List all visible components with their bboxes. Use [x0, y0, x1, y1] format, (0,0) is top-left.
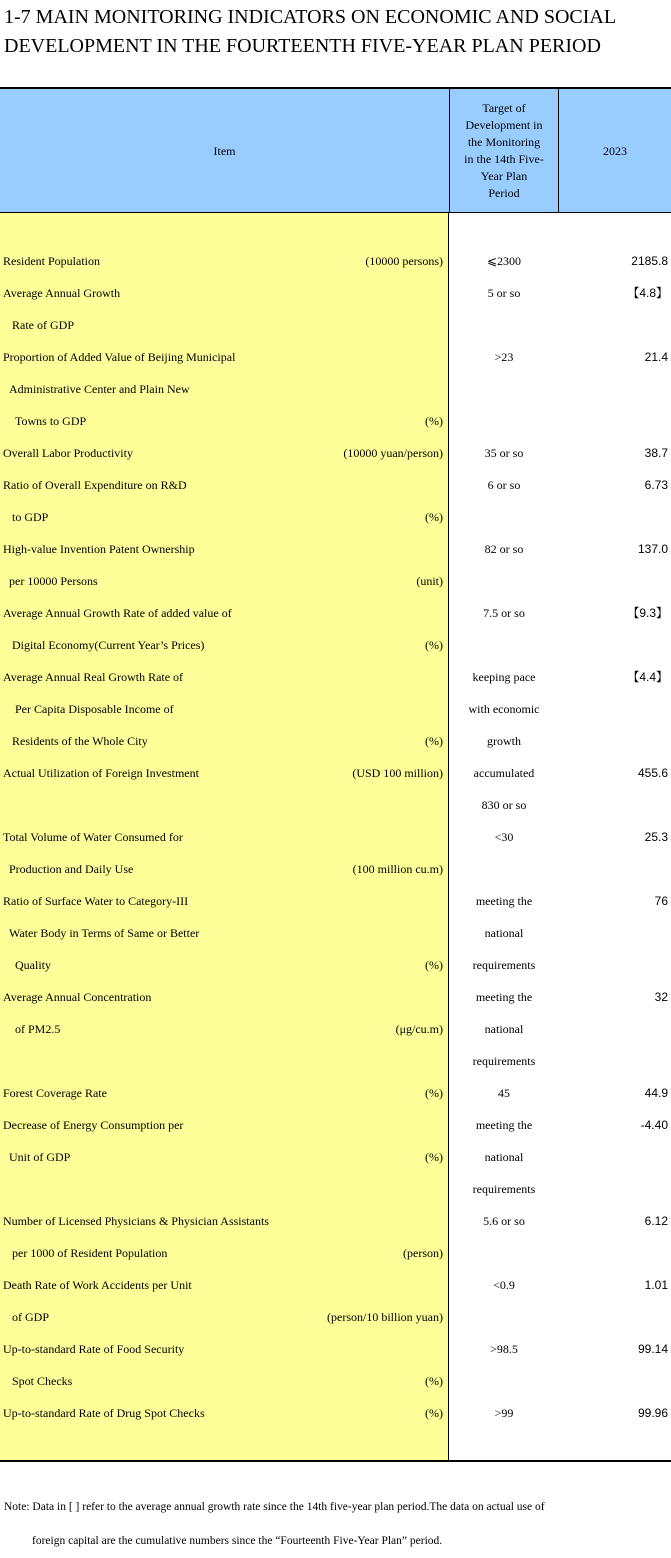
- table-row: [0, 405, 671, 437]
- table-row: [0, 1173, 671, 1205]
- table-row: [0, 1205, 671, 1237]
- row-unit: (100 million cu.m): [352, 862, 443, 876]
- table-row: [0, 1365, 671, 1397]
- table-row: [0, 885, 671, 917]
- note-line-2: foreign capital are the cumulative numbers since the “Fourteenth Five-Year Plan” period.: [32, 1535, 443, 1547]
- table-row: [0, 821, 671, 853]
- row-target: 35 or so: [484, 446, 524, 460]
- row-target: 5.6 or so: [483, 1214, 525, 1228]
- row-label: Towns to GDP: [15, 414, 87, 428]
- row-value: 【9.3】: [627, 606, 668, 620]
- row-label: Total Volume of Water Consumed for: [3, 830, 183, 844]
- row-label: Rate of GDP: [12, 318, 74, 332]
- page-title-line-2: DEVELOPMENT IN THE FOURTEENTH FIVE-YEAR PLAN PERIOD: [4, 35, 601, 57]
- row-label: Up-to-standard Rate of Food Security: [3, 1342, 185, 1356]
- row-label: of PM2.5: [15, 1022, 61, 1036]
- table-body: [0, 213, 671, 1461]
- row-target: <0.9: [493, 1278, 515, 1292]
- table-row: [0, 597, 671, 629]
- table-row: [0, 565, 671, 597]
- table-row: [0, 437, 671, 469]
- row-unit: (%): [425, 1086, 443, 1100]
- row-value: -4.40: [640, 1118, 668, 1132]
- row-target: 5 or so: [487, 286, 521, 300]
- table-row: [0, 341, 671, 373]
- row-label: Number of Licensed Physicians & Physician Assistants: [3, 1214, 269, 1228]
- row-target: >98.5: [490, 1342, 518, 1356]
- row-unit: (%): [425, 734, 443, 748]
- row-unit: (%): [425, 1374, 443, 1388]
- row-label: Average Annual Concentration: [3, 990, 152, 1004]
- row-value: 44.9: [644, 1086, 668, 1100]
- row-label: Residents of the Whole City: [12, 734, 148, 748]
- header-target: Target of Development in the Monitoring in the 14th Five-Year Plan Period: [449, 89, 559, 213]
- row-label: High-value Invention Patent Ownership: [3, 542, 195, 556]
- row-value: 1.01: [644, 1278, 668, 1292]
- row-label: Spot Checks: [12, 1374, 73, 1388]
- header-item: Item: [213, 143, 236, 158]
- table-row: [0, 309, 671, 341]
- row-unit: (%): [425, 414, 443, 428]
- row-label: Resident Population: [3, 254, 100, 268]
- table-row: [0, 629, 671, 661]
- row-unit: (USD 100 million): [352, 766, 443, 780]
- row-label: Unit of GDP: [9, 1150, 71, 1164]
- table-row: [0, 277, 671, 309]
- row-label: Administrative Center and Plain New: [9, 382, 190, 396]
- row-label: Actual Utilization of Foreign Investment: [3, 766, 199, 780]
- row-label: Average Annual Real Growth Rate of: [3, 670, 184, 684]
- row-label: per 10000 Persons: [9, 574, 98, 588]
- table-row: [0, 693, 671, 725]
- table-bottom-border: [0, 1460, 671, 1462]
- table-header: [0, 87, 671, 213]
- row-target: national: [484, 1150, 524, 1164]
- row-unit: (%): [425, 958, 443, 972]
- row-label: Up-to-standard Rate of Drug Spot Checks: [3, 1406, 205, 1420]
- row-label: Digital Economy(Current Year’s Prices): [12, 638, 205, 652]
- row-unit: (%): [425, 638, 443, 652]
- header-year: 2023: [603, 143, 627, 158]
- table-row: [0, 245, 671, 277]
- table-row: [0, 1269, 671, 1301]
- note-line-1: Note: Data in [ ] refer to the average annual growth rate since the 14th five-year plan period.The data on actual use of: [4, 1501, 545, 1513]
- row-unit: (10000 persons): [365, 254, 443, 268]
- row-target: national: [484, 926, 524, 940]
- row-label: to GDP: [12, 510, 49, 524]
- table-row: [0, 1013, 671, 1045]
- row-value: 38.7: [644, 446, 668, 460]
- row-target: <30: [494, 830, 514, 844]
- row-label: of GDP: [12, 1310, 50, 1324]
- row-label: Death Rate of Work Accidents per Unit: [3, 1278, 192, 1292]
- table-row: [0, 533, 671, 565]
- page-title: [4, 3, 664, 61]
- table-row: [0, 853, 671, 885]
- row-value: 99.96: [637, 1406, 668, 1420]
- row-target: requirements: [472, 1054, 536, 1068]
- row-target: meeting the: [475, 990, 533, 1004]
- row-target: 830 or so: [481, 798, 527, 812]
- table-row: [0, 981, 671, 1013]
- table-row: [0, 1141, 671, 1173]
- row-value: 6.73: [644, 478, 668, 492]
- page-title-line-1: 1-7 MAIN MONITORING INDICATORS ON ECONOMIC AND SOCIAL: [4, 6, 617, 28]
- table-row: [0, 1109, 671, 1141]
- indicators-table: [0, 87, 671, 1462]
- table-row: [0, 757, 671, 789]
- row-value: 137.0: [637, 542, 668, 556]
- row-value: 99.14: [637, 1342, 668, 1356]
- row-label: Production and Daily Use: [9, 862, 134, 876]
- row-value: 【4.8】: [627, 286, 668, 300]
- table-row: [0, 501, 671, 533]
- row-label: per 1000 of Resident Population: [12, 1246, 168, 1260]
- table-row: [0, 1397, 671, 1429]
- table-row: [0, 661, 671, 693]
- row-unit: (unit): [416, 574, 443, 588]
- table-row: [0, 1301, 671, 1333]
- row-target: requirements: [472, 1182, 536, 1196]
- row-target: 7.5 or so: [483, 606, 525, 620]
- row-label: Average Annual Growth: [3, 286, 121, 300]
- row-value: 25.3: [644, 830, 668, 844]
- row-unit: (person/10 billion yuan): [327, 1310, 443, 1324]
- row-value: 455.6: [637, 766, 668, 780]
- row-value: 21.4: [644, 350, 668, 364]
- row-target: requirements: [472, 958, 536, 972]
- row-label: Ratio of Overall Expenditure on R&D: [3, 478, 187, 492]
- row-label: Ratio of Surface Water to Category-III: [3, 894, 189, 908]
- table-row: [0, 917, 671, 949]
- row-unit: (%): [425, 1150, 443, 1164]
- table-row: [0, 1237, 671, 1269]
- row-value: 76: [654, 894, 668, 908]
- row-unit: (%): [425, 1406, 443, 1420]
- row-target: accumulated: [473, 766, 535, 780]
- table-row: [0, 949, 671, 981]
- row-unit: (10000 yuan/person): [343, 446, 443, 460]
- row-target: meeting the: [475, 894, 533, 908]
- row-label: Quality: [15, 958, 51, 972]
- row-target: >99: [494, 1406, 514, 1420]
- row-target: meeting the: [475, 1118, 533, 1132]
- row-target: with economic: [468, 702, 540, 716]
- row-value: 6.12: [644, 1214, 668, 1228]
- row-value: 2185.8: [631, 254, 668, 268]
- row-value: 【4.4】: [627, 670, 668, 684]
- table-row: [0, 373, 671, 405]
- row-label: Average Annual Growth Rate of added value of: [3, 606, 232, 620]
- row-label: Per Capita Disposable Income of: [15, 702, 174, 716]
- row-target: >23: [494, 350, 514, 364]
- row-label: Overall Labor Productivity: [3, 446, 133, 460]
- row-label: Water Body in Terms of Same or Better: [9, 926, 200, 940]
- row-target: national: [484, 1022, 524, 1036]
- row-unit: (%): [425, 510, 443, 524]
- table-row: [0, 1045, 671, 1077]
- row-label: Proportion of Added Value of Beijing Municipal: [3, 350, 236, 364]
- row-value: 32: [654, 990, 668, 1004]
- row-label: Decrease of Energy Consumption per: [3, 1118, 184, 1132]
- row-target: keeping pace: [472, 670, 536, 684]
- table-row: [0, 725, 671, 757]
- table-row: [0, 469, 671, 501]
- table-row: [0, 1333, 671, 1365]
- row-target: ⩽2300: [486, 254, 522, 268]
- row-label: Forest Coverage Rate: [3, 1086, 107, 1100]
- row-target: 6 or so: [487, 478, 521, 492]
- row-target: 82 or so: [484, 542, 524, 556]
- table-row: [0, 789, 671, 821]
- row-unit: (person): [403, 1246, 443, 1260]
- table-row: [0, 1077, 671, 1109]
- row-target: 45: [498, 1086, 510, 1100]
- row-unit: (μg/cu.m): [395, 1022, 443, 1036]
- row-target: growth: [487, 734, 521, 748]
